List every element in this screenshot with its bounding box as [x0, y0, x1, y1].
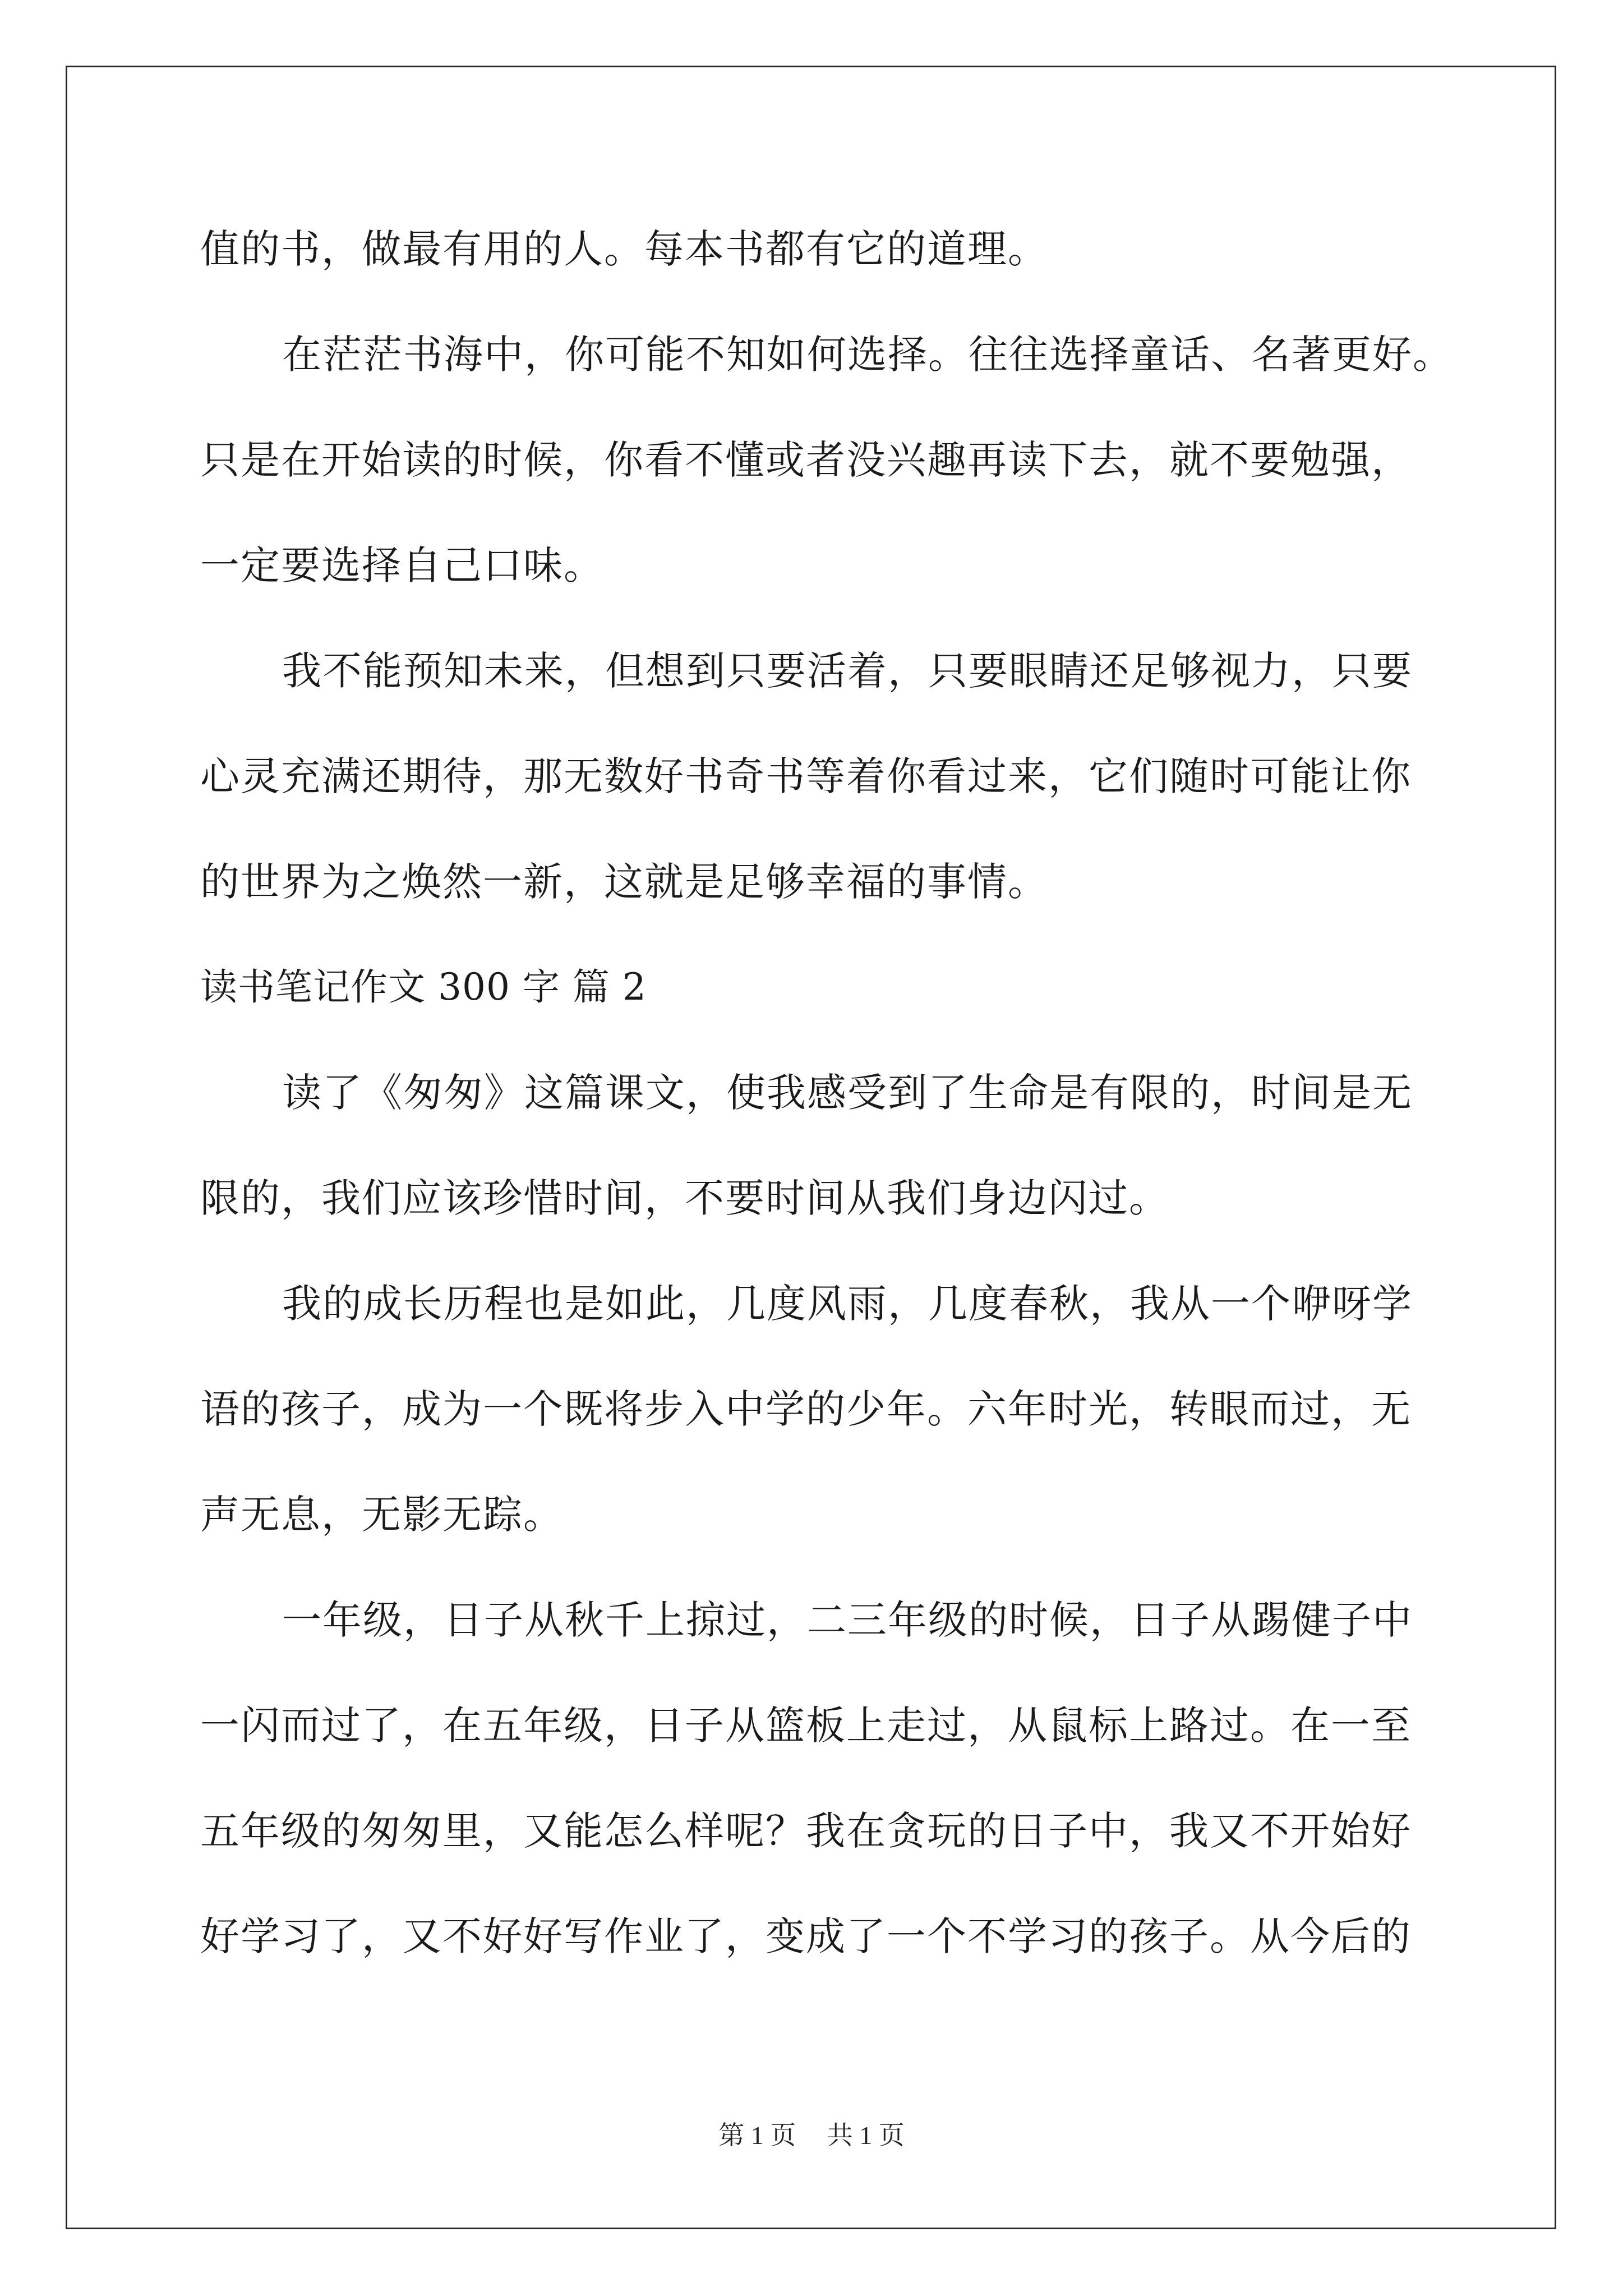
page-number: 第 1 页: [718, 2121, 796, 2150]
text-line-17: 好学习了，又不好好写作业了，变成了一个不学习的孩子。从今后的: [200, 1913, 1412, 1959]
text-line-16: 五年级的匆匆里，又能怎么样呢？我在贪玩的日子中，我又不开始好: [200, 1808, 1412, 1854]
document-body: [200, 196, 1453, 1989]
text-line-7: 的世界为之焕然一新，这就是足够幸福的事情。: [200, 859, 1048, 905]
text-line-1: 值的书，做最有用的人。每本书都有它的道理。: [200, 226, 1048, 272]
text-line-11: 我的成长历程也是如此，几度风雨，几度春秋，我从一个咿呀学: [282, 1281, 1413, 1327]
text-line-10: 限的，我们应该珍惜时间，不要时间从我们身边闪过。: [200, 1175, 1169, 1221]
text-line-3: 只是在开始读的时候，你看不懂或者没兴趣再读下去，就不要勉强，: [200, 437, 1412, 483]
text-line-2: 在茫茫书海中，你可能不知如何选择。往往选择童话、名著更好。: [282, 332, 1453, 378]
text-line-4: 一定要选择自己口味。: [200, 542, 604, 588]
text-line-9: 读了《匆匆》这篇课文，使我感受到了生命是有限的，时间是无: [282, 1070, 1413, 1116]
page-total: 共 1 页: [827, 2121, 905, 2150]
text-line-6: 心灵充满还期待，那无数好书奇书等着你看过来，它们随时可能让你: [200, 753, 1412, 799]
text-line-5: 我不能预知未来，但想到只要活着，只要眼睛还足够视力，只要: [282, 648, 1413, 694]
section-heading: 读书笔记作文 300 字 篇 2: [200, 965, 647, 1009]
text-line-12: 语的孩子，成为一个既将步入中学的少年。六年时光，转眼而过，无: [200, 1386, 1412, 1432]
page-footer: [0, 2115, 1623, 2152]
text-line-14: 一年级，日子从秋千上掠过，二三年级的时候，日子从踢健子中: [282, 1597, 1413, 1643]
text-line-13: 声无息，无影无踪。: [200, 1492, 564, 1538]
text-line-15: 一闪而过了，在五年级，日子从篮板上走过，从鼠标上路过。在一至: [200, 1703, 1412, 1749]
